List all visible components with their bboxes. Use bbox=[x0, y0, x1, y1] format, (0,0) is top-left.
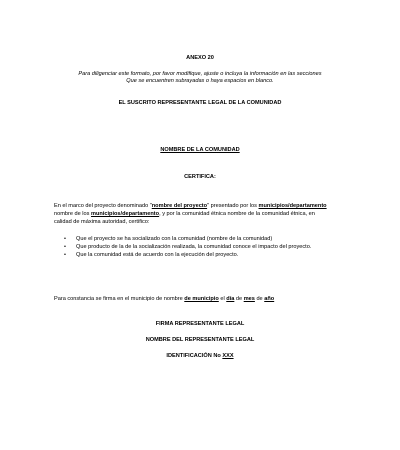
certifies-heading: CERTIFICA: bbox=[184, 174, 216, 180]
closing-text: de bbox=[254, 296, 265, 302]
list-item-text: Que el proyecto se ha socializado con la comunidad (nombre de la comunidad) bbox=[76, 236, 273, 242]
instructions-line-1: Para diligenciar este formato, por favor modifique, ajuste o incluya la información en las secciones bbox=[78, 71, 322, 77]
instructions-line-2: Que se encuentren subrayadas o haya espacios en blanco. bbox=[126, 78, 274, 84]
body-text: " presentado por los bbox=[207, 203, 259, 209]
signature-nombre: NOMBRE DEL REPRESENTANTE LEGAL bbox=[145, 337, 255, 343]
body-text: , y por la comunidad étnica nombre de la comunidad étnica, en bbox=[159, 211, 315, 217]
id-label: IDENTIFICACIÓN No bbox=[166, 353, 223, 359]
community-name: NOMBRE DE LA COMUNIDAD bbox=[160, 147, 240, 153]
bullet-icon: • bbox=[64, 236, 66, 242]
body-line-1 bbox=[54, 203, 327, 210]
closing-text: de bbox=[234, 296, 244, 302]
municipality-field: municipios/departamento bbox=[258, 203, 327, 209]
signature-identification bbox=[0, 353, 400, 360]
project-name-field: nombre del proyecto bbox=[151, 203, 208, 209]
signature-firma: FIRMA REPRESENTANTE LEGAL bbox=[155, 321, 245, 327]
body-line-2 bbox=[54, 211, 315, 218]
closing-line bbox=[54, 296, 274, 303]
municipality-field: de municipio bbox=[184, 296, 219, 302]
body-line-3: calidad de máxima autoridad, certifico: bbox=[54, 219, 150, 225]
subscriber-heading: EL SUSCRITO REPRESENTANTE LEGAL DE LA COMUNIDAD bbox=[118, 100, 282, 106]
bullet-icon: • bbox=[64, 244, 66, 250]
month-field: mes bbox=[243, 296, 255, 302]
body-text: En el marco del proyecto denominado " bbox=[54, 203, 152, 209]
bullet-icon: • bbox=[64, 252, 66, 258]
closing-text: Para constancia se firma en el municipio de nombre bbox=[54, 296, 185, 302]
closing-text: el bbox=[218, 296, 227, 302]
annex-title: ANEXO 20 bbox=[186, 55, 214, 61]
body-text: nombre de los bbox=[54, 211, 92, 217]
municipality-field: municipios/departamento bbox=[91, 211, 160, 217]
id-value-field: XXX bbox=[222, 353, 234, 359]
list-item-text: Que producto de la de la socialización realizada, la comunidad conoce el impacto del proyecto. bbox=[76, 244, 312, 250]
year-field: año bbox=[264, 296, 275, 302]
list-item-text: Que la comunidad está de acuerdo con la ejecución del proyecto. bbox=[76, 252, 239, 258]
day-field: día bbox=[226, 296, 235, 302]
